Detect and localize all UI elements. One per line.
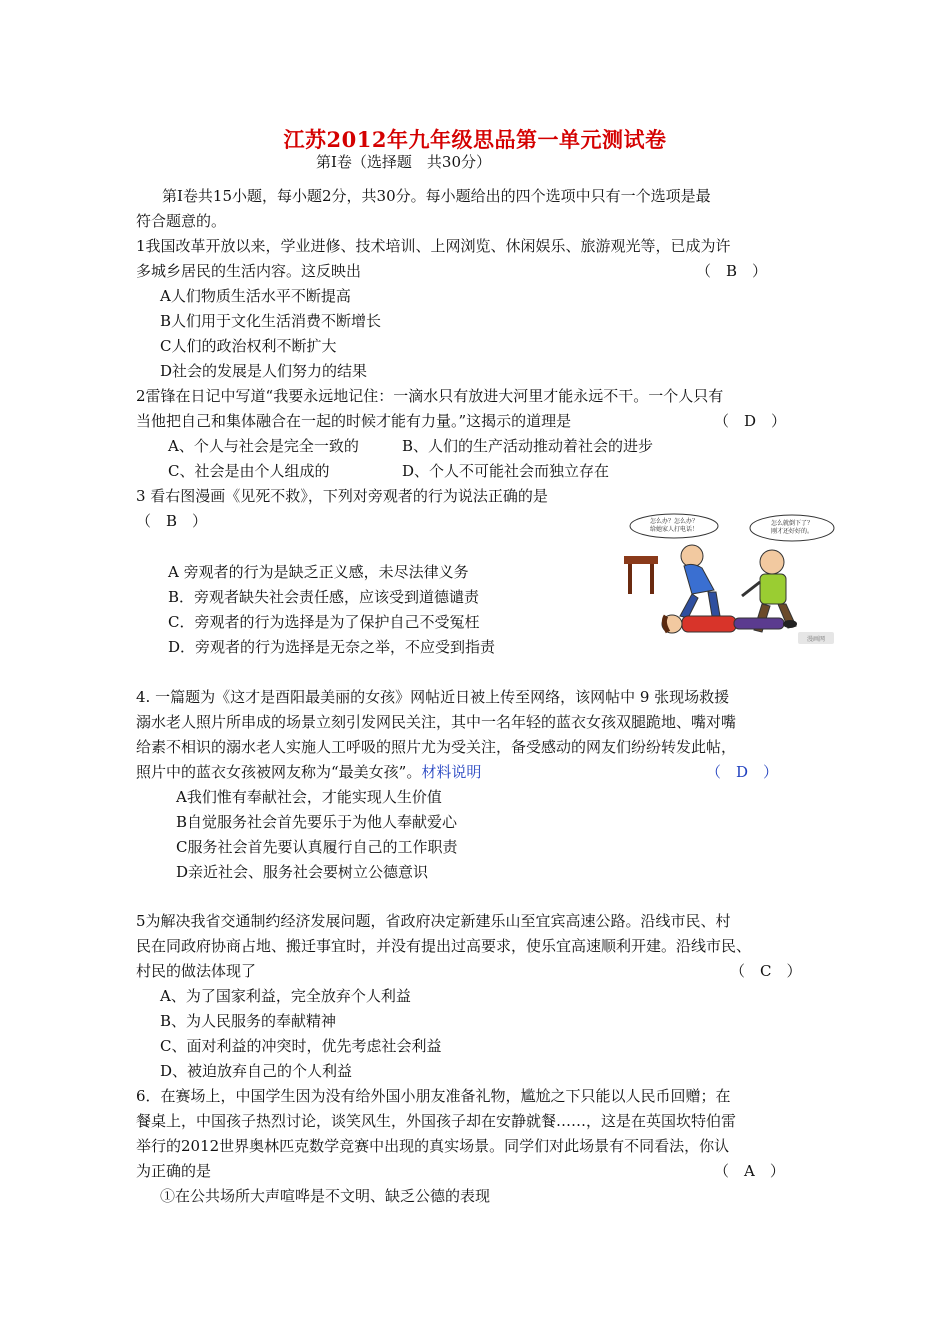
cartoon-bubble-left-line-1: 怎么办？怎么办？ — [649, 518, 699, 525]
q4-option-a: A我们惟有奉献社会，才能实现人生价值 — [176, 788, 442, 806]
q6-answer: （ A ） — [714, 1162, 785, 1180]
q5-stem-line-3: 村民的做法体现了 — [136, 962, 257, 980]
q4-answer: （ D ） — [706, 763, 779, 781]
q6-stem-line-4: 为正确的是 — [136, 1162, 212, 1180]
q5-option-d: D、被迫放弃自己的个人利益 — [160, 1062, 353, 1080]
q2-answer: （ D ） — [714, 412, 787, 430]
q4-material-link[interactable]: 材料说明 — [421, 763, 482, 781]
q4-stem-line-4-text: 照片中的蓝衣女孩被网友称为“最美女孩”。 — [136, 763, 422, 781]
q3-stem: 3 看右图漫画《见死不救》，下列对旁观者的行为说法正确的是 — [136, 487, 548, 505]
q5-option-a: A、为了国家利益，完全放弃个人利益 — [160, 987, 411, 1005]
q5-option-b: B、为人民服务的奉献精神 — [160, 1012, 337, 1030]
exam-title: 江苏2012年九年级思品第一单元测试卷 — [283, 127, 667, 152]
q3-option-b: B．旁观者缺失社会责任感，应该受到道德谴责 — [168, 588, 480, 606]
cartoon-bubble-left-line-2: 给她家人打电话！ — [649, 526, 699, 533]
q5-option-c: C、面对利益的冲突时，优先考虑社会利益 — [160, 1037, 442, 1055]
cartoon-image — [622, 512, 840, 650]
q5-stem-line-2: 民在同政府协商占地、搬迁事宜时，并没有提出过高要求，使乐宜高速顺利开建。沿线市民、 — [136, 937, 752, 955]
q4-option-d: D亲近社会、服务社会要树立公德意识 — [176, 863, 429, 881]
q3-option-d: D．旁观者的行为选择是无奈之举，不应受到指责 — [168, 638, 496, 656]
q5-answer: （ C ） — [730, 962, 802, 980]
q3-option-a: A 旁观者的行为是缺乏正义感，未尽法律义务 — [168, 563, 469, 581]
q5-stem-line-1: 5为解决我省交通制约经济发展问题，省政府决定新建乐山至宜宾高速公路。沿线市民、村 — [136, 912, 731, 930]
q1-option-a: A人们物质生活水平不断提高 — [160, 287, 351, 305]
q1-stem-line-1: 1我国改革开放以来，学业进修、技术培训、上网浏览、休闲娱乐、旅游观光等，已成为许 — [136, 237, 731, 255]
q1-option-c: C人们的政治权利不断扩大 — [160, 337, 337, 355]
q4-stem-line-3: 给素不相识的溺水老人实施人工呼吸的照片尤为受关注，备受感动的网友们纷纷转发此帖， — [136, 738, 737, 756]
q1-option-d: D社会的发展是人们努力的结果 — [160, 362, 368, 380]
cartoon-watermark: 漫画网 — [806, 636, 826, 643]
q2-option-b: B、人们的生产活动推动着社会的进步 — [402, 437, 654, 455]
cartoon-bubble-right-line-1: 怎么就倒下了？ — [770, 520, 814, 527]
q2-option-a: A、个人与社会是完全一致的 — [168, 437, 359, 455]
q4-option-c: C服务社会首先要认真履行自己的工作职责 — [176, 838, 458, 856]
intro-line-1: 第Ⅰ卷共15小题，每小题2分，共30分。每小题给出的四个选项中只有一个选项是最 — [162, 187, 711, 205]
q6-stem-line-2: 餐桌上，中国孩子热烈讨论，谈笑风生，外国孩子却在安静就餐……，这是在英国坎特伯雷 — [136, 1112, 737, 1130]
q1-stem-line-2: 多城乡居民的生活内容。这反映出 — [136, 262, 362, 280]
q2-stem-line-2: 当他把自己和集体融合在一起的时候才能有力量。”这揭示的道理是 — [136, 412, 572, 430]
intro-line-2: 符合题意的。 — [136, 212, 227, 230]
q4-stem-line-2: 溺水老人照片所串成的场景立刻引发网民关注，其中一名年轻的蓝衣女孩双腿跪地、嘴对嘴 — [136, 713, 737, 731]
q2-option-d: D、个人不可能社会而独立存在 — [402, 462, 610, 480]
q2-stem-line-1: 2雷锋在日记中写道“我要永远地记住：一滴水只有放进大河里才能永远不干。一个人只有 — [136, 387, 724, 405]
q3-answer: （ B ） — [136, 512, 208, 530]
q2-option-c: C、社会是由个人组成的 — [168, 462, 330, 480]
q4-stem-line-1: 4. 一篇题为《这才是酉阳最美丽的女孩》网帖近日被上传至网络，该网帖中 9 张现场救援 — [136, 688, 730, 706]
q6-stem-line-3: 举行的2012世界奥林匹克数学竞赛中出现的真实场景。同学们对此场景有不同看法，你认 — [136, 1137, 730, 1155]
q1-option-b: B人们用于文化生活消费不断增长 — [160, 312, 382, 330]
q6-stem-line-1: 6．在赛场上，中国学生因为没有给外国小朋友准备礼物，尴尬之下只能以人民币回赠；在 — [136, 1087, 731, 1105]
section-subtitle: 第Ⅰ卷（选择题 共30分） — [316, 153, 492, 171]
cartoon-bubble-right-line-2: 刚才还好好的。 — [770, 528, 814, 535]
q1-answer: （ B ） — [696, 262, 768, 280]
q4-stem-line-4 — [136, 762, 481, 782]
q4-option-b: B自觉服务社会首先要乐于为他人奉献爱心 — [176, 813, 458, 831]
q3-option-c: C．旁观者的行为选择是为了保护自己不受冤枉 — [168, 613, 480, 631]
q6-item-1: ①在公共场所大声喧哗是不文明、缺乏公德的表现 — [160, 1187, 491, 1205]
